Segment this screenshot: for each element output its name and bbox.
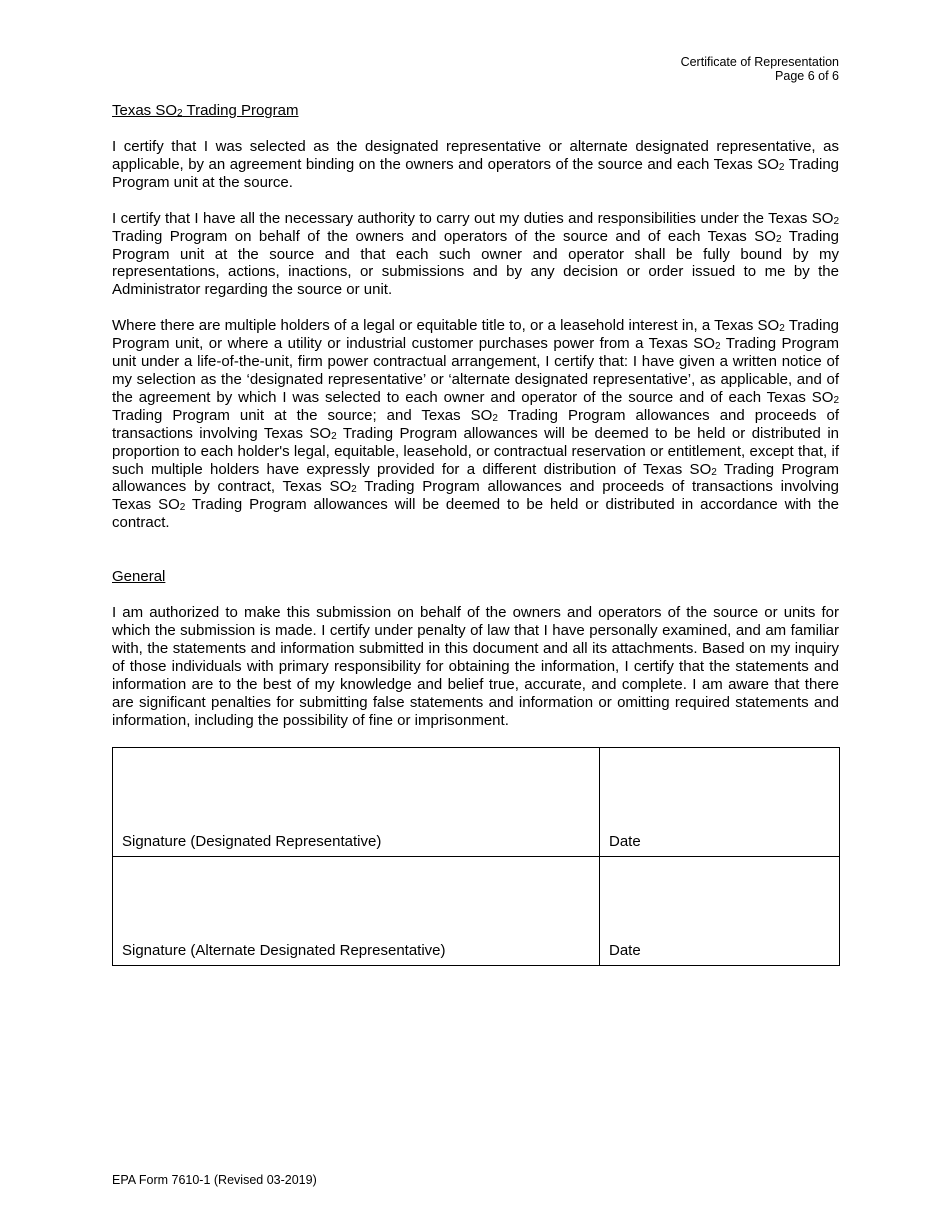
- document-body: [112, 102, 839, 966]
- texas-so2-heading: Texas $SO_2$ Trading Program: [112, 102, 299, 119]
- texas-paragraph-2: I certify that I have all the necessary authority to carry out my duties and responsibilities under the Texas $SO_2$ Trading Program on behalf of the owners and operators of the source and of each Texas $SO_2$ Trading Program unit at the source and that each such owner and operator shall be fully bound by my representations, actions, inactions, or submissions and by any decision or order issued to me by the Administrator regarding the source or unit.: [112, 209, 839, 299]
- table-row: [113, 857, 840, 966]
- texas-paragraph-1: I certify that I was selected as the designated representative or alternate designated representative, as applicable, by an agreement binding on the owners and operators of the source and each Texas $SO_2$ Trading Program unit at the source.: [112, 138, 840, 191]
- general-heading: General: [112, 568, 166, 586]
- signature-table: [112, 747, 840, 966]
- designated-representative-signature-field[interactable]: Signature (Designated Representative): [113, 748, 600, 857]
- table-row: [113, 748, 840, 857]
- page-header: [681, 55, 839, 83]
- document-title: Certificate of Representation: [680, 55, 839, 69]
- page-number: Page 6 of 6: [775, 69, 839, 83]
- alternate-representative-signature-field[interactable]: Signature (Alternate Designated Representative): [113, 857, 600, 966]
- designated-representative-date-field[interactable]: Date: [600, 748, 840, 857]
- form-footer: EPA Form 7610-1 (Revised 03-2019): [112, 1173, 317, 1187]
- alternate-representative-date-field[interactable]: Date: [600, 857, 840, 966]
- general-paragraph: I am authorized to make this submission on behalf of the owners and operators of the source or units for which the submission is made. I certify under penalty of law that I have personally examined, and am familiar with, the statements and information submitted in this document and all its attachments. Based on my inquiry of those individuals with primary responsibility for obtaining the information, I certify that the statements and information are to the best of my knowledge and belief true, accurate, and complete. I am aware that there are significant penalties for submitting false statements and information or omitting required statements and information, including the possibility of fine or imprisonment.: [112, 604, 839, 729]
- texas-paragraph-3: Where there are multiple holders of a legal or equitable title to, or a leasehold interest in, a Texas $SO_2$ Trading Program unit, or where a utility or industrial customer purchases power from a Texas $SO_2$ Trading Program unit under a life-of-the-unit, firm power contractual arrangement, I certify that: I have given a written notice of my selection as the ‘designated representative’ or ‘alternate designated representative’, as applicable, and of the agreement by which I was selected to each owner and operator of the source and of each Texas $SO_2$ Trading Program unit at the source; and Texas $SO_2$ Trading Program allowances and proceeds of transactions involving Texas $SO_2$ Trading Program allowances will be deemed to be held or distributed in proportion to each holder's legal, equitable, leasehold, or contractual reservation or entitlement, except that, if such multiple holders have expressly provided for a different distribution of Texas $SO_2$ Trading Program allowances by contract, Texas $SO_2$ Trading Program allowances and proceeds of transactions involving Texas $SO_2$ Trading Program allowances will be deemed to be held or distributed in accordance with the contract.: [112, 317, 840, 532]
